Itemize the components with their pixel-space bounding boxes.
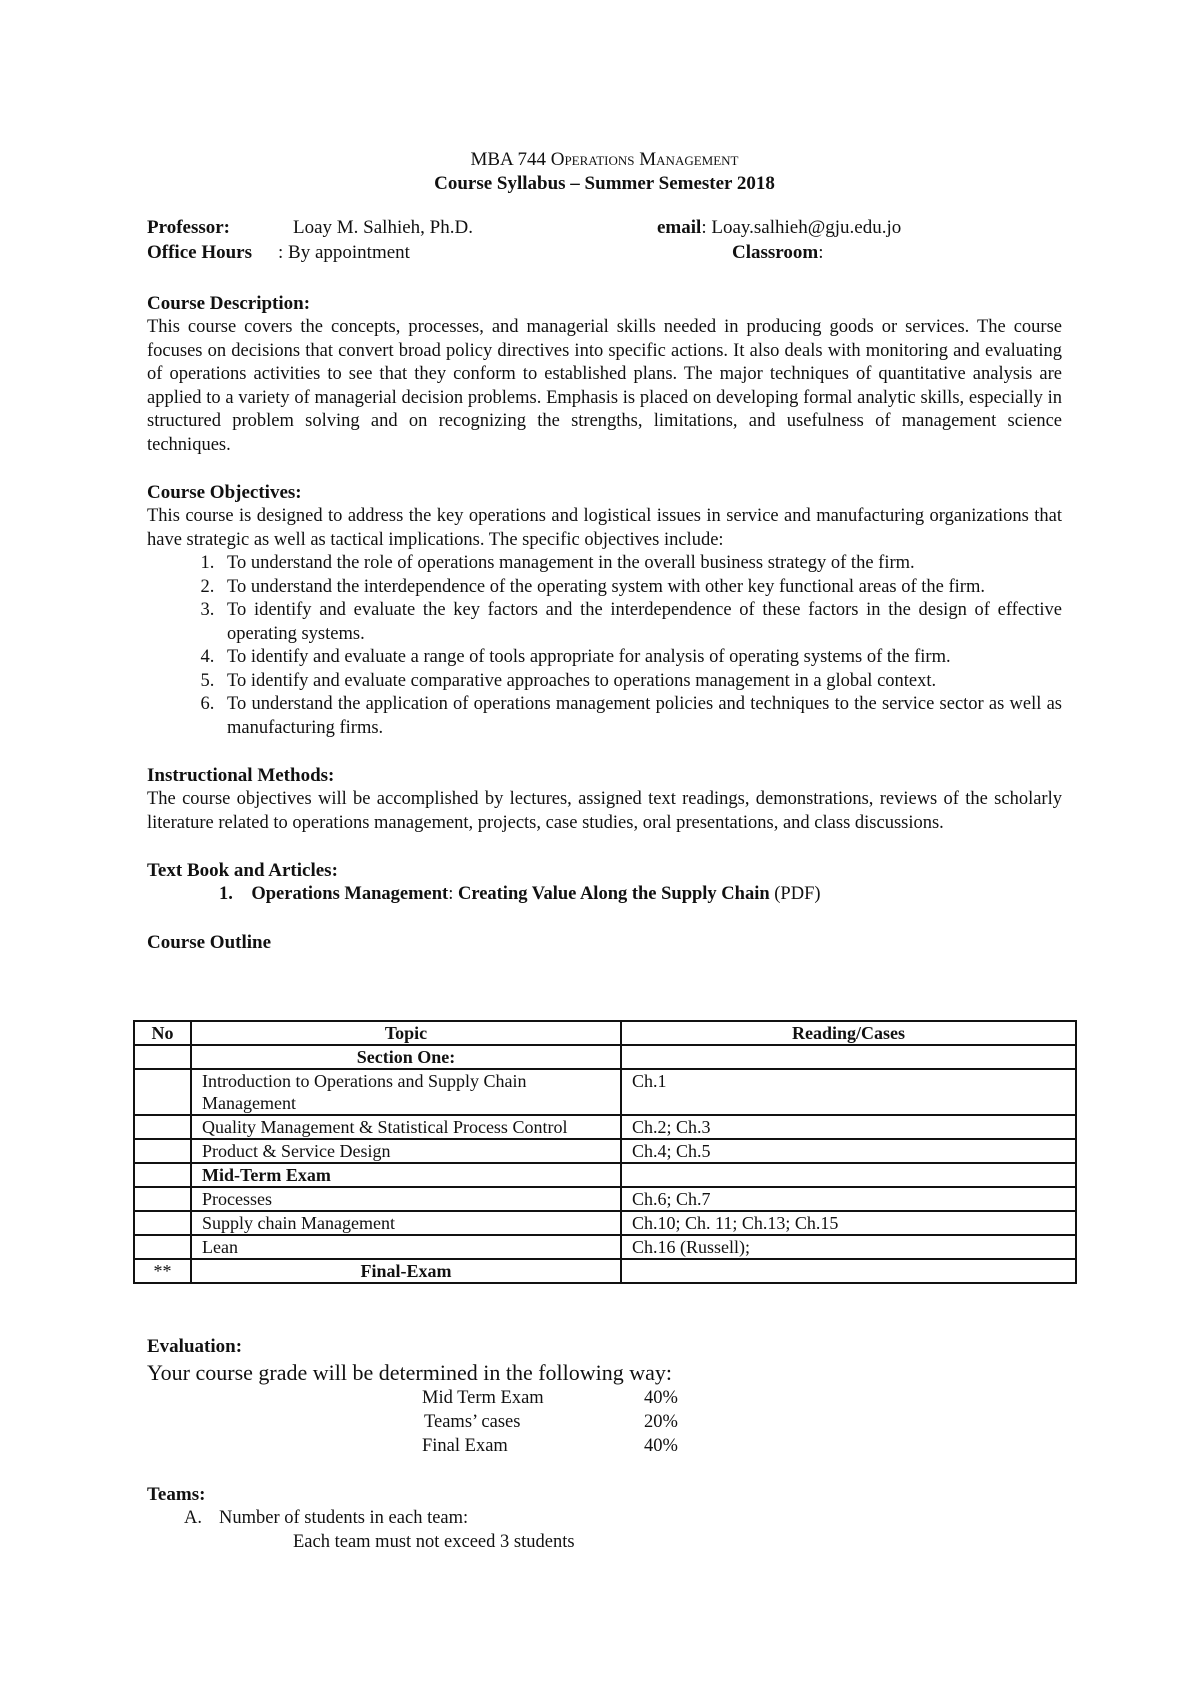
table-cell-reading: Ch.6; Ch.7 bbox=[621, 1187, 1076, 1211]
table-cell-topic: Product & Service Design bbox=[191, 1139, 621, 1163]
objective-item: 4. To identify and evaluate a range of tools appropriate for analysis of operating systems of the firm. bbox=[219, 646, 1062, 670]
table-header-row bbox=[134, 1021, 1076, 1045]
objective-item: 2. To understand the interdependence of the operating system with other key functional areas of the firm. bbox=[219, 576, 1062, 600]
teams-detail: Each team must not exceed 3 students bbox=[293, 1531, 575, 1552]
final-exam-no: ** bbox=[134, 1259, 191, 1283]
office-row bbox=[147, 241, 1062, 265]
teams-item-letter: A. bbox=[184, 1508, 202, 1528]
table-row bbox=[134, 1259, 1076, 1283]
table-cell-no bbox=[134, 1235, 191, 1259]
table-cell-no bbox=[134, 1187, 191, 1211]
table-row bbox=[134, 1139, 1076, 1163]
table-row bbox=[134, 1115, 1076, 1139]
table-cell-no bbox=[134, 1139, 191, 1163]
midterm-label: Mid-Term Exam bbox=[191, 1163, 621, 1187]
objective-item: 3. To identify and evaluate the key factors and the interdependence of these factors in the design of effective operating systems. bbox=[219, 599, 1062, 646]
textbook-colon: : bbox=[448, 884, 454, 904]
methods-text: The course objectives will be accomplished by lectures, assigned text readings, demonstrations, reviews of the scholarly literature related to operations management, projects, case studies, oral presentations, and class discussions. bbox=[147, 789, 1062, 833]
classroom-value: : bbox=[818, 242, 824, 263]
classroom-label: Classroom bbox=[732, 242, 819, 263]
table-cell-reading bbox=[621, 1163, 1076, 1187]
course-code: MBA 744 bbox=[470, 149, 546, 170]
table-row bbox=[134, 1069, 1076, 1115]
column-header-no: No bbox=[134, 1021, 191, 1045]
table-cell-no bbox=[134, 1163, 191, 1187]
syllabus-content bbox=[147, 148, 1062, 955]
table-cell-no bbox=[134, 1211, 191, 1235]
column-header-reading: Reading/Cases bbox=[621, 1021, 1076, 1045]
table-cell-reading bbox=[621, 1259, 1076, 1283]
textbook-heading: Text Book and Articles: bbox=[147, 860, 338, 881]
table-cell-topic: Quality Management & Statistical Process Control bbox=[191, 1115, 621, 1139]
table-cell-topic: Introduction to Operations and Supply Chain Management bbox=[191, 1069, 621, 1115]
table-row bbox=[134, 1163, 1076, 1187]
course-subtitle: Course Syllabus – Summer Semester 2018 bbox=[434, 173, 775, 194]
classroom-line bbox=[732, 241, 824, 265]
table-cell-topic: Supply chain Management bbox=[191, 1211, 621, 1235]
table-cell-reading: Ch.16 (Russell); bbox=[621, 1235, 1076, 1259]
textbook-subtitle: Creating Value Along the Supply Chain bbox=[453, 884, 770, 904]
textbook-entry bbox=[147, 883, 1062, 907]
table-row bbox=[134, 1211, 1076, 1235]
table-cell-reading: Ch.1 bbox=[621, 1069, 1076, 1115]
objective-item: 6. To understand the application of operations management policies and techniques to the service sector as well as manufacturing firms. bbox=[219, 693, 1062, 740]
teams-heading: Teams: bbox=[147, 1484, 206, 1505]
table-row bbox=[134, 1187, 1076, 1211]
final-exam-label: Final-Exam bbox=[191, 1259, 621, 1283]
description-text: This course covers the concepts, processes, and managerial skills needed in producing goods or services. The course focuses on decisions that convert broad policy directives into specific actions. It also deals with monitoring and evaluating of operations activities to see that they conform to established plans. The major techniques of quantitative analysis are applied to a variety of managerial decision problems. Emphasis is placed on developing formal analytic skills, especially in structured problem solving and on recognizing the strengths, limitations, and usefulness of management science techniques. bbox=[147, 317, 1062, 455]
table-row bbox=[134, 1235, 1076, 1259]
objective-item: 1. To understand the role of operations management in the overall business strategy of the firm. bbox=[219, 552, 1062, 576]
email-address: : Loay.salhieh@gju.edu.jo bbox=[701, 217, 902, 238]
table-cell-reading: Ch.4; Ch.5 bbox=[621, 1139, 1076, 1163]
objective-item: 5. To identify and evaluate comparative approaches to operations management in a global context. bbox=[219, 670, 1062, 694]
grade-item-weight: 20% bbox=[644, 1412, 678, 1432]
evaluation-heading: Evaluation: bbox=[147, 1336, 243, 1357]
email-label: email bbox=[657, 217, 702, 238]
grade-item-label: Mid Term Exam bbox=[422, 1388, 544, 1408]
textbook-title: Operations Management bbox=[251, 884, 449, 904]
grade-item-label: Final Exam bbox=[422, 1436, 508, 1456]
methods-heading: Instructional Methods: bbox=[147, 765, 335, 786]
course-outline-table bbox=[133, 1020, 1077, 1284]
table-cell-topic: Processes bbox=[191, 1187, 621, 1211]
grade-item-weight: 40% bbox=[644, 1388, 678, 1408]
table-cell-no bbox=[134, 1045, 191, 1069]
professor-label: Professor: bbox=[147, 217, 231, 238]
objectives-list bbox=[147, 552, 1062, 740]
professor-row bbox=[147, 216, 1062, 240]
table-cell-no bbox=[134, 1115, 191, 1139]
section-one-label: Section One: bbox=[191, 1045, 621, 1069]
instructor-info bbox=[147, 216, 1062, 268]
column-header-topic: Topic bbox=[191, 1021, 621, 1045]
table-cell-reading bbox=[621, 1045, 1076, 1069]
email-line bbox=[657, 216, 901, 240]
lower-content bbox=[147, 1335, 1062, 1554]
textbook-format: (PDF) bbox=[769, 884, 821, 904]
objectives-heading: Course Objectives: bbox=[147, 482, 302, 503]
professor-name: Loay M. Salhieh, Ph.D. bbox=[293, 217, 473, 238]
office-hours-value: : By appointment bbox=[278, 242, 410, 263]
course-name: Operations Management bbox=[550, 149, 739, 170]
textbook-number: 1. bbox=[219, 884, 233, 904]
outline-heading: Course Outline bbox=[147, 931, 272, 953]
office-hours-label: Office Hours bbox=[147, 242, 253, 263]
grade-item-label: Teams’ cases bbox=[424, 1412, 521, 1432]
table-row bbox=[134, 1045, 1076, 1069]
objectives-intro: This course is designed to address the key operations and logistical issues in service and manufacturing organizations that have strategic as well as tactical implications. The specific objectives include: bbox=[147, 506, 1062, 550]
grade-item-weight: 40% bbox=[644, 1436, 678, 1456]
description-heading: Course Description: bbox=[147, 293, 311, 314]
evaluation-intro: Your course grade will be determined in the following way: bbox=[147, 1360, 673, 1385]
table-cell-reading: Ch.2; Ch.3 bbox=[621, 1115, 1076, 1139]
table-cell-reading: Ch.10; Ch. 11; Ch.13; Ch.15 bbox=[621, 1211, 1076, 1235]
teams-item-text: Number of students in each team: bbox=[219, 1508, 469, 1528]
table-cell-topic: Lean bbox=[191, 1235, 621, 1259]
course-title bbox=[147, 148, 1062, 172]
teams-item bbox=[147, 1507, 1062, 1531]
grade-breakdown bbox=[147, 1387, 1062, 1459]
table-cell-no bbox=[134, 1069, 191, 1115]
